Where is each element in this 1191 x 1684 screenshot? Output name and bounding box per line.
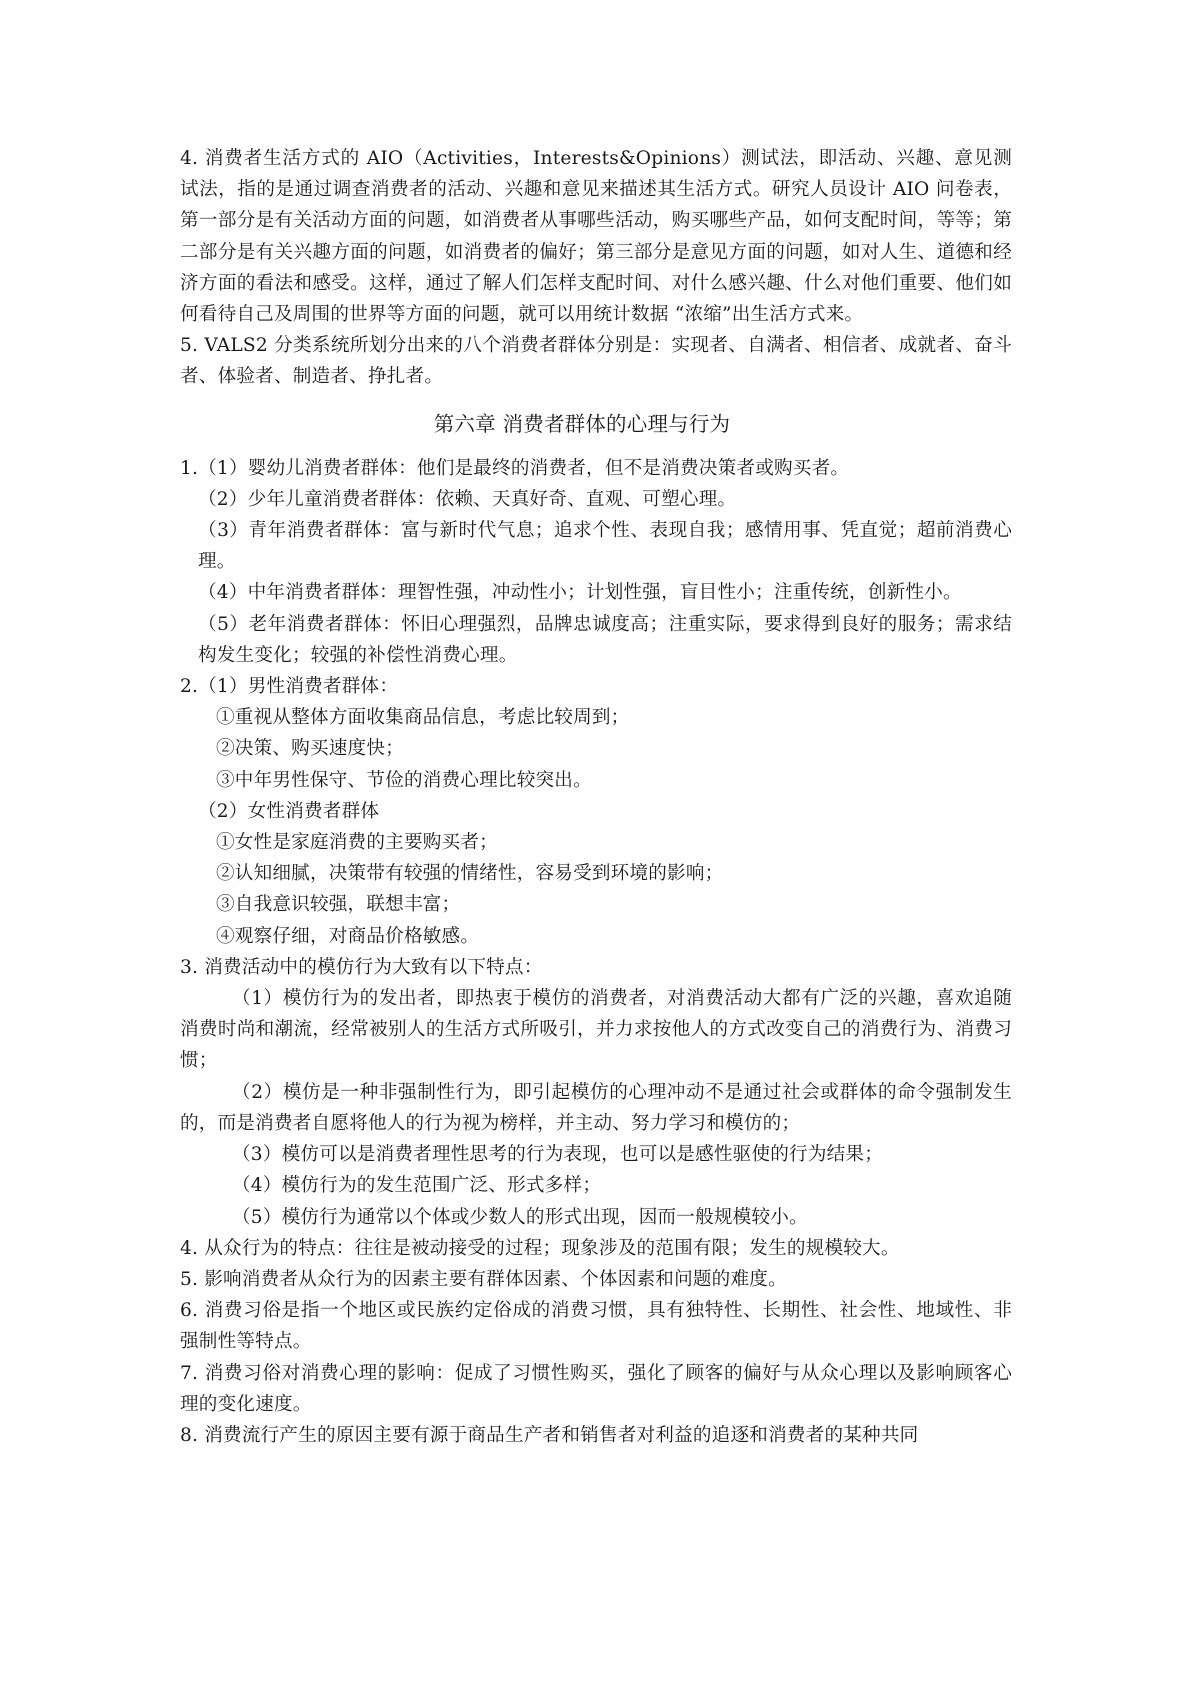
- list-item: 8. 消费流行产生的原因主要有源于商品生产者和销售者对利益的追逐和消费者的某种共同: [180, 1424, 919, 1446]
- list-item: （2）女性消费者群体: [198, 800, 380, 822]
- list-item: 7. 消费习俗对消费心理的影响：促成了习惯性购买，强化了顾客的偏好与从众心理以及影响顾客心理的变化速度。: [180, 1362, 1012, 1415]
- list-item: ①重视从整体方面收集商品信息，考虑比较周到；: [216, 707, 630, 729]
- list-item: 2.（1）男性消费者群体：: [180, 676, 399, 698]
- list-item: （5）模仿行为通常以个体或少数人的形式出现，因而一般规模较小。: [232, 1206, 808, 1228]
- list-item: 4. 从众行为的特点：往往是被动接受的过程；现象涉及的范围有限；发生的规模较大。: [180, 1237, 900, 1259]
- list-item: （4）模仿行为的发生范围广泛、形式多样；: [232, 1175, 602, 1197]
- chapter-title: 第六章 消费者群体的心理与行为: [433, 411, 731, 436]
- list-item: 5. 影响消费者从众行为的因素主要有群体因素、个体因素和问题的难度。: [180, 1268, 787, 1290]
- list-item: ④观察仔细，对商品价格敏感。: [216, 925, 480, 947]
- list-item: ②认知细腻，决策带有较强的情绪性，容易受到环境的影响；: [216, 863, 724, 885]
- list-item: （1）模仿行为的发出者，即热衷于模仿的消费者，对消费活动大都有广泛的兴趣，喜欢追随消费时尚和潮流，经常被别人的生活方式所吸引，并力求按他人的方式改变自己的消费行为、消费习惯；: [180, 988, 1012, 1072]
- list-item: ①女性是家庭消费的主要购买者；: [216, 832, 498, 854]
- list-item: 6. 消费习俗是指一个地区或民族约定俗成的消费习惯，具有独特性、长期性、社会性、地域性、非强制性等特点。: [180, 1300, 1012, 1353]
- list-item: （2）模仿是一种非强制性行为，即引起模仿的心理冲动不是通过社会或群体的命令强制发生的，而是消费者自愿将他人的行为视为榜样，并主动、努力学习和模仿的；: [180, 1081, 1012, 1134]
- list-item: （3）青年消费者群体：富与新时代气息；追求个性、表现自我；感情用事、凭直觉；超前消费心理。: [198, 520, 1012, 573]
- list-item: 3. 消费活动中的模仿行为大致有以下特点：: [180, 956, 543, 978]
- document-page: [180, 143, 1012, 1451]
- list-item: （3）模仿可以是消费者理性思考的行为表现，也可以是感性驱使的行为结果；: [232, 1144, 884, 1166]
- list-item: （4）中年消费者群体：理智性强，冲动性小；计划性强，盲目性小；注重传统，创新性小。: [198, 582, 962, 604]
- list-item: （2）少年儿童消费者群体：依赖、天真好奇、直观、可塑心理。: [198, 488, 737, 510]
- paragraph-aio-method: 4. 消费者生活方式的 AIO（Activities，Interests&Opinions）测试法，即活动、兴趣、意见测试法，指的是通过调查消费者的活动、兴趣和意见来描述其生活方式。研究人员设计 AIO 问卷表，第一部分是有关活动方面的问题，如消费者从事哪些活动，购买哪些产品，如何支配时间，等等；第二部分是有关兴趣方面的问题，如消费者的偏好；第三部分是意见方面的问题，如对人生、道德和经济方面的看法和感受。这样，通过了解人们怎样支配时间、对什么感兴趣、什么对他们重要、他们如何看待自己及周围的世界等方面的问题，就可以用统计数据 “浓缩”出生活方式来。: [180, 148, 1012, 326]
- list-item: 1.（1）婴幼儿消费者群体：他们是最终的消费者，但不是消费决策者或购买者。: [180, 457, 850, 479]
- paragraph-vals2: 5. VALS2 分类系统所划分出来的八个消费者群体分别是：实现者、自满者、相信者、成就者、奋斗者、体验者、制造者、挣扎者。: [180, 335, 1012, 388]
- list-item: ③中年男性保守、节俭的消费心理比较突出。: [216, 769, 592, 791]
- list-item: ③自我意识较强，联想丰富；: [216, 894, 461, 916]
- list-item: （5）老年消费者群体：怀旧心理强烈，品牌忠诚度高；注重实际，要求得到良好的服务；需求结构发生变化；较强的补偿性消费心理。: [198, 613, 1012, 666]
- list-item: ②决策、购买速度快；: [216, 738, 404, 760]
